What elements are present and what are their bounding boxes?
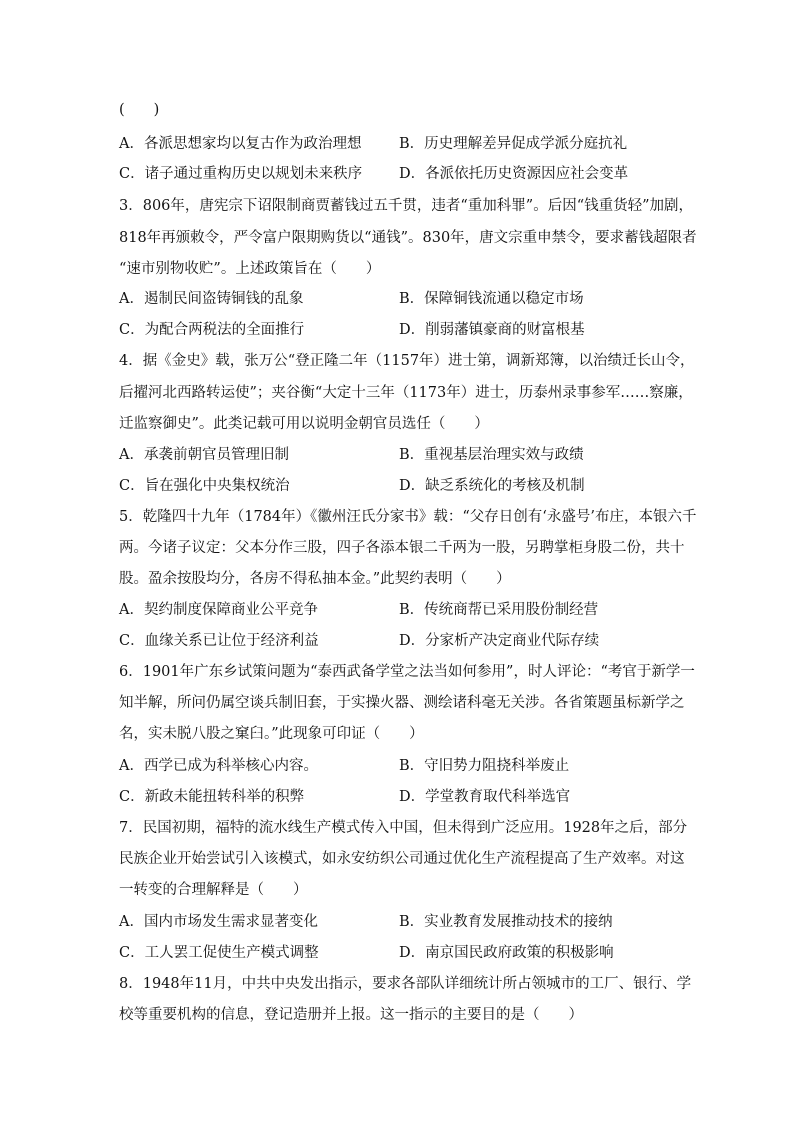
q7-option-d: D．南京国民政府政策的积极影响 [399,945,614,961]
q5-option-b: B．传统商帮已采用股份制经营 [399,602,599,618]
q3-option-b: B．保障铜钱流通以稳定市场 [399,291,584,307]
q2-option-c: C．诸子通过重构历史以规划未来秩序 [119,166,363,182]
q4-option-d: D．缺乏系统化的考核及机制 [399,478,585,494]
q4-stem-line-2: 后擢河北西路转运使”；夹谷衡“大定十三年（1173年）进士，历泰州录事参军……察廉， [119,385,693,401]
q7-option-a: A．国内市场发生需求显著变化 [119,914,318,930]
q5-stem-line-2: 两。今诸子议定：父本分作三股，四子各添本银二千两为一股，另聘掌柜身股二份，共十 [119,540,685,556]
q2-option-d: D．各派依托历史资源因应社会变革 [399,166,629,182]
q6-option-d: D．学堂教育取代科举选官 [399,789,571,805]
q2-option-a: A．各派思想家均以复古作为政治理想 [119,136,362,152]
q3-stem-line-1: 3．806年，唐宪宗下诏限制商贾蓄钱过五千贯，违者“重加科罪”。后因“钱重货轻”加剧， [119,198,694,214]
q5-option-a: A．契约制度保障商业公平竞争 [119,602,318,618]
q4-option-b: B．重视基层治理实效与政绩 [399,447,584,463]
q6-option-c: C．新政未能扭转科举的积弊 [119,789,305,805]
question-2-answer-paren: ( ) [119,102,160,118]
q7-stem-line-3: 一转变的合理解释是（ ） [119,882,308,898]
q7-stem-line-2: 民族企业开始尝试引入该模式，如永安纺织公司通过优化生产流程提高了生产效率。对这 [119,851,685,867]
q6-option-a: A．西学已成为科举核心内容。 [119,758,318,774]
q4-stem-line-1: 4．据《金史》载，张万公“登正隆二年（1157年）进士第，调新郑簿，以治绩迁长山令， [119,353,695,369]
q3-stem-line-3: “速市别物收贮”。上述政策旨在（ ） [119,261,381,277]
q7-option-b: B．实业教育发展推动技术的接纳 [399,914,613,930]
q5-stem-line-1: 5．乾隆四十九年（1784年）《徽州汪氏分家书》载：“父存日创有‘永盛号’布庄，本银六千 [119,509,697,525]
q5-option-c: C．血缘关系已让位于经济利益 [119,633,319,649]
q8-stem-line-1: 8．1948年11月，中共中央发出指示，要求各部队详细统计所占领城市的工厂、银行、学 [119,976,692,992]
q6-stem-line-2: 知半解，所问仍属空谈兵制旧套，于实操火器、测绘诸科毫无关涉。各省策题虽标新学之 [119,695,685,711]
q5-option-d: D．分家析产决定商业代际存续 [399,633,600,649]
q7-option-c: C．工人罢工促使生产模式调整 [119,945,319,961]
q5-stem-line-3: 股。盈余按股均分，各房不得私抽本金。”此契约表明（ ） [119,571,511,587]
q8-stem-line-2: 校等重要机构的信息，登记造册并上报。这一指示的主要目的是（ ） [119,1007,583,1023]
q6-option-b: B．守旧势力阻挠科举废止 [399,758,570,774]
q4-stem-line-3: 迁监察御史”。此类记载可用以说明金朝官员选任（ ） [119,416,489,432]
q3-option-c: C．为配合两税法的全面推行 [119,322,305,338]
q4-option-c: C．旨在强化中央集权统治 [119,478,290,494]
q6-stem-line-1: 6．1901年广东乡试策问题为“泰西武备学堂之法当如何参用”，时人评论：“考官于新学一 [119,664,695,680]
q3-option-d: D．削弱藩镇豪商的财富根基 [399,322,585,338]
q7-stem-line-1: 7．民国初期，福特的流水线生产模式传入中国，但未得到广泛应用。1928年之后，部分 [119,820,688,836]
q3-option-a: A．遏制民间盗铸铜钱的乱象 [119,291,304,307]
q2-option-b: B．历史理解差异促成学派分庭抗礼 [399,136,628,152]
q6-stem-line-3: 名，实未脱八股之窠臼。”此现象可印证（ ） [119,726,424,742]
q3-stem-line-2: 818年再颁敕令，严令富户限期购货以“通钱”。830年，唐文宗重申禁令，要求蓄钱超限者 [119,230,697,246]
q4-option-a: A．承袭前朝官员管理旧制 [119,447,289,463]
